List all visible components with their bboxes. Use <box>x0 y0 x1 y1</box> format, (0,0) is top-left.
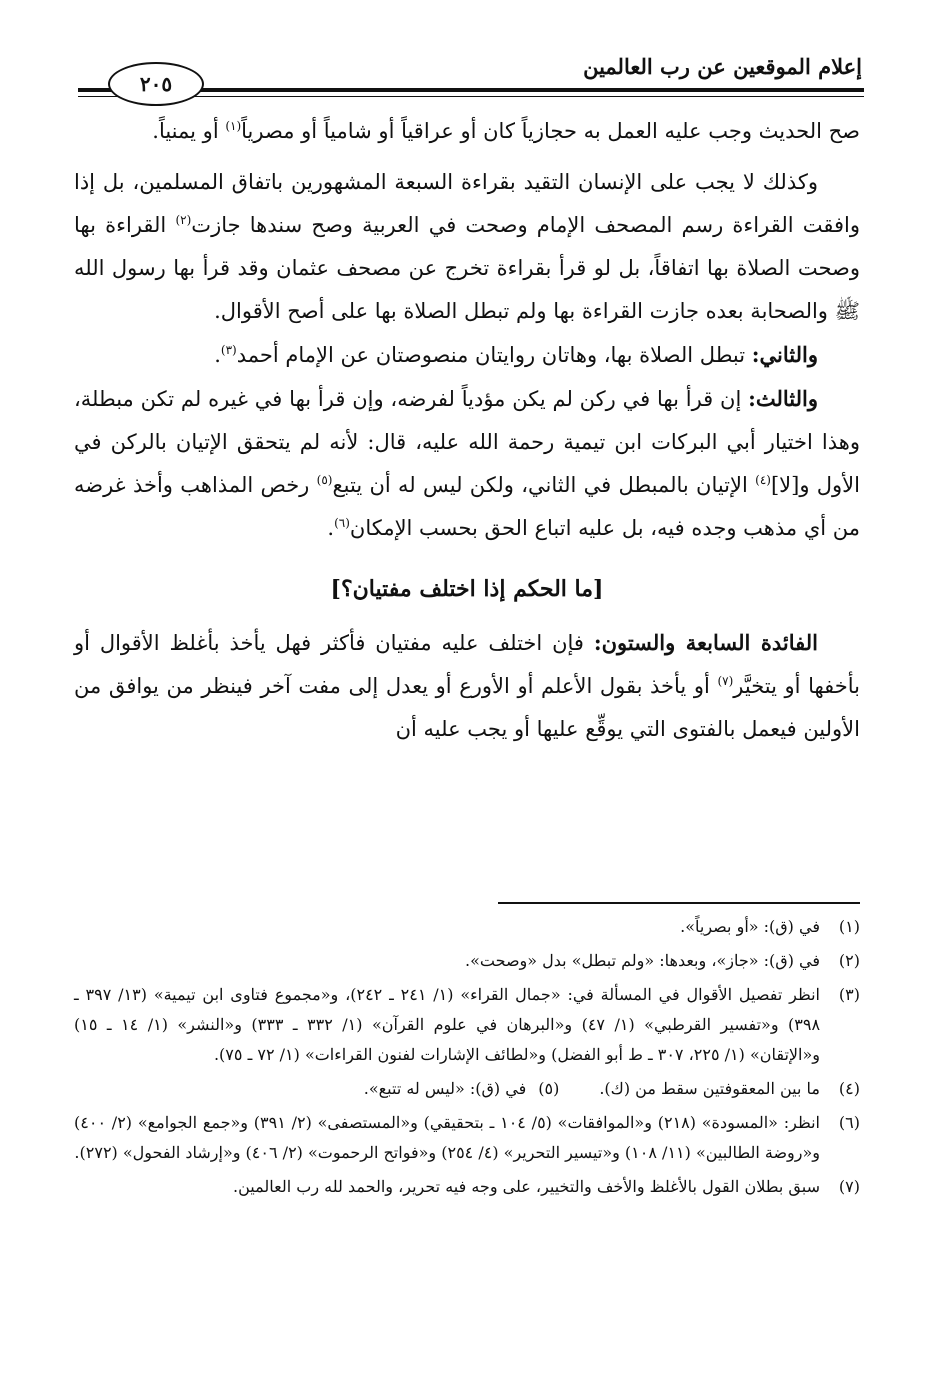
paragraph-4-text-b: الإتيان بالمبطل في الثاني، ولكن ليس له أن يتبع <box>332 473 756 497</box>
footnote-6-number: (٦) <box>838 1113 860 1132</box>
footnote-ref-6[interactable]: (٦) <box>334 516 350 530</box>
paragraph-5-text-b: أو يأخذ بقول الأعلم أو الأورع أو يعدل إلى مفت آخر فينظر من يوافق من الأولين فيعمل بالفتوى التي يوقِّع عليها أو يجب عليه أن <box>74 674 860 741</box>
paragraph-2-text-a: وكذلك لا يجب على الإنسان التقيد بقراءة السبعة المشهورين باتفاق المسلمين، بل إذا وافقت القراءة رسم المصحف الإمام وصحت في العربية وصح سندها جازت <box>74 170 860 237</box>
paragraph-4-text-c: رخص المذاهب وأخذ غرضه من أي مذهب وجده فيه، بل عليه اتباع الحق بحسب الإمكان <box>74 473 860 540</box>
paragraph-1-text: صح الحديث وجب عليه العمل به حجازياً كان أو عراقياً أو شامياً أو مصرياً <box>241 119 860 143</box>
footnote-5-text: في (ق): «ليس له تتبع». <box>363 1079 527 1098</box>
paragraph-4 <box>74 377 860 550</box>
page-number-badge <box>108 62 204 106</box>
footnote-ref-1[interactable]: (١) <box>225 119 242 133</box>
footnote-4-5 <box>74 1074 860 1104</box>
section-heading: [ما الحكم إذا اختلف مفتيان؟] <box>330 576 604 602</box>
footnote-ref-5[interactable]: (٥) <box>316 473 333 487</box>
footnote-6 <box>74 1108 860 1168</box>
footnote-4-text: ما بين المعقوفتين سقط من (ك). <box>599 1079 820 1098</box>
footnote-ref-4[interactable]: (٤) <box>755 473 771 487</box>
paragraph-5-text-a: فإن اختلف عليه مفتيان فأكثر فهل يأخذ بأغلظ الأقوال أو بأخفها أو يتخيَّر <box>74 631 861 698</box>
paragraph-2-text-b: القراءة بها وصحت الصلاة بها اتفاقاً، بل لو قرأ بقراءة تخرج عن مصحف عثمان وقد قرأ بها رسول الله ﷺ والصحابة بعده جازت القراءة بها ولم تبطل الصلاة بها على أصح الأقوال. <box>74 213 860 323</box>
page-number: ٢٠٥ <box>139 72 173 96</box>
paragraph-1 <box>74 110 860 153</box>
footnote-1-text: في (ق): «أو بصرياً». <box>680 917 820 936</box>
paragraph-5 <box>74 621 860 751</box>
paragraph-5-lead: الفائدة السابعة والستون: <box>593 630 818 655</box>
footnote-ref-7[interactable]: (٧) <box>717 674 734 688</box>
footnote-1-number: (١) <box>838 917 860 936</box>
paragraph-3-end: . <box>214 343 221 367</box>
footnote-3-text: انظر تفصيل الأقوال في المسألة في: «جمال القراء» (١/ ٢٤١ ـ ٢٤٢)، و«مجموع فتاوى ابن تيمية» (١٣/ ٣٩٧ ـ ٣٩٨) و«تفسير القرطبي» (١/ ٤٧) و«البرهان في علوم القرآن» (١/ ٣٣٢ ـ ٣٣٣) و«النشر» (١/ ١٤ ـ ١٥) و«الإتقان» (١/ ٢٢٥، ٣٠٧ ـ ط أبو الفضل) و«لطائف الإشارات لفنون القراءات» (١/ ٧٢ ـ ٧٥). <box>74 985 821 1064</box>
footnote-7-text: سبق بطلان القول بالأغلظ والأخف والتخيير، على وجه فيه تحرير، والحمد لله رب العالمين. <box>233 1177 820 1196</box>
footnote-2-number: (٢) <box>838 951 860 970</box>
paragraph-3 <box>74 333 860 377</box>
paragraph-3-lead: والثاني: <box>751 342 818 367</box>
footnote-1 <box>74 912 860 942</box>
footnote-4-number: (٤) <box>838 1079 860 1098</box>
footnote-2 <box>74 946 860 976</box>
footnotes <box>74 912 860 1206</box>
main-text <box>74 110 860 751</box>
footnote-ref-2[interactable]: (٢) <box>175 213 192 227</box>
paragraph-1-end: أو يمنياً. <box>152 119 226 143</box>
footnote-5-number: (٥) <box>538 1079 560 1098</box>
paragraph-2 <box>74 161 860 333</box>
footnote-ref-3[interactable]: (٣) <box>220 343 237 357</box>
running-title: إعلام الموقعين عن رب العالمين <box>583 54 862 79</box>
footnote-separator <box>498 902 860 904</box>
paragraph-3-text: تبطل الصلاة بها، وهاتان روايتان منصوصتان عن الإمام أحمد <box>236 343 752 367</box>
paragraph-4-text-a: إن قرأ بها في ركن لم يكن مؤدياً لفرضه، وإن قرأ بها في غيره لم تكن مبطلة، وهذا اختيار أبي البركات ابن تيمية رحمة الله عليه، قال: لأنه لم يتحقق الإتيان بالركن في الأول و[لا] <box>74 387 860 497</box>
footnote-7 <box>74 1172 860 1202</box>
footnote-3-number: (٣) <box>838 985 860 1004</box>
footnote-6-text: انظر: «المسودة» (٢١٨) و«الموافقات» (٥/ ١٠٤ ـ بتحقيقي) و«المستصفى» (٢/ ٣٩١) و«جمع الجوامع» (٢/ ٤٠٠) و«روضة الطالبين» (١١/ ١٠٨) و«تيسير التحرير» (٤/ ٢٥٤) و«فواتح الرحموت» (٢/ ٤٠٦) و«إرشاد الفحول» (٢٧٢). <box>74 1113 820 1162</box>
paragraph-4-lead: والثالث: <box>748 386 818 411</box>
footnote-3 <box>74 980 860 1070</box>
paragraph-4-end: . <box>327 516 335 540</box>
footnote-2-text: في (ق): «جاز»، وبعدها: «ولم تبطل» بدل «وصحت». <box>465 951 820 970</box>
footnote-7-number: (٧) <box>838 1177 860 1196</box>
